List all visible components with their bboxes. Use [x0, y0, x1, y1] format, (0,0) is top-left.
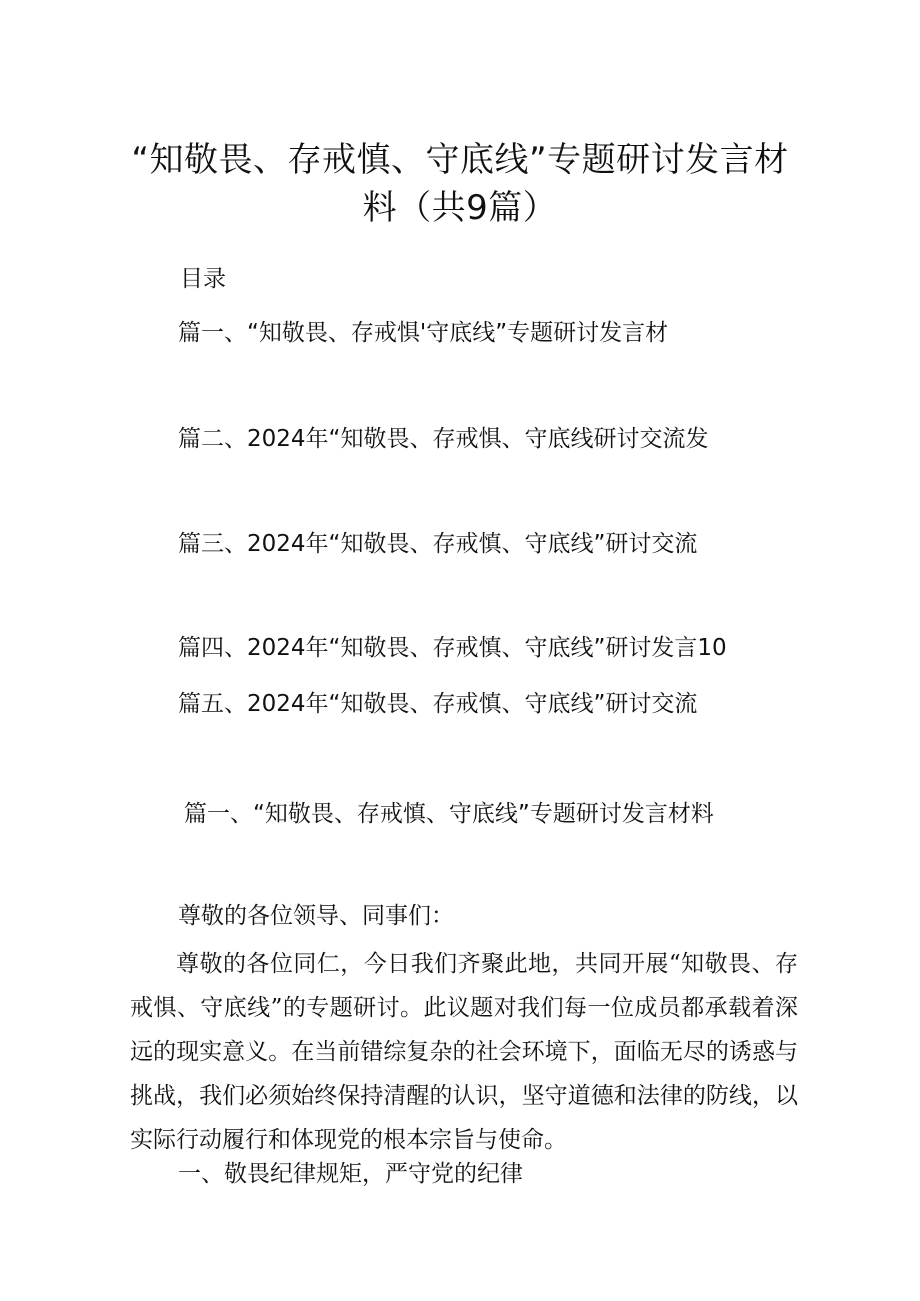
document-title-line-2: 料（共9篇） [362, 188, 558, 228]
salutation: 尊敬的各位领导、同事们： [178, 903, 454, 929]
paragraph-line: 挑战，我们必须始终保持清醒的认识，坚守道德和法律的防线，以 [130, 1083, 798, 1109]
paragraph-line: 尊敬的各位同仁，今日我们齐聚此地，共同开展“知敬畏、存 [176, 951, 798, 977]
toc-item-2[interactable]: 篇二、2024年“知敬畏、存戒惧、守底线研讨交流发 [178, 426, 709, 452]
paragraph-line: 实际行动履行和体现党的根本宗旨与使命。 [130, 1127, 567, 1153]
document-title [120, 136, 800, 232]
section-title: 篇一、“知敬畏、存戒慎、守底线”专题研讨发言材料 [184, 801, 714, 827]
subheading: 一、敬畏纪律规矩，严守党的纪律 [178, 1161, 523, 1187]
toc-item-5[interactable]: 篇五、2024年“知敬畏、存戒慎、守底线”研讨交流 [178, 691, 698, 717]
paragraph-line: 远的现实意义。在当前错综复杂的社会环境下，面临无尽的诱惑与 [130, 1039, 798, 1065]
body-paragraph [130, 942, 798, 1162]
toc-heading: 目录 [180, 266, 226, 292]
document-title-line-1: “知敬畏、存戒慎、守底线”专题研讨发言材 [131, 140, 789, 180]
toc-item-4[interactable]: 篇四、2024年“知敬畏、存戒慎、守底线”研讨发言10 [178, 635, 727, 661]
paragraph-line: 戒惧、守底线”的专题研讨。此议题对我们每一位成员都承载着深 [130, 995, 798, 1021]
toc-item-1[interactable]: 篇一、“知敬畏、存戒惧'守底线”专题研讨发言材 [178, 320, 669, 346]
toc-item-3[interactable]: 篇三、2024年“知敬畏、存戒慎、守底线”研讨交流 [178, 531, 698, 557]
